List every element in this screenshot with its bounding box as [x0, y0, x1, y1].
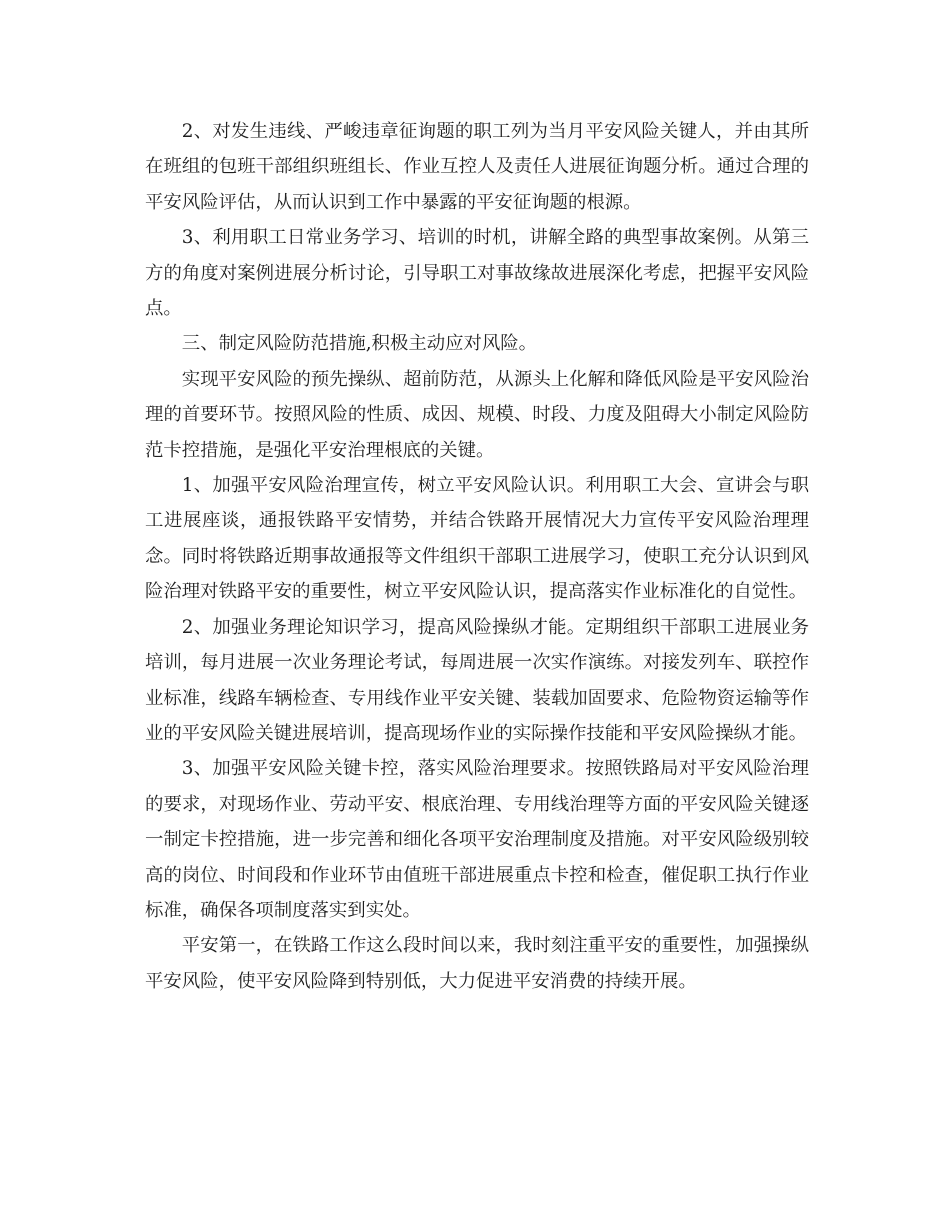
paragraph-accident-case-study: 3、利用职工日常业务学习、培训的时机，讲解全路的典型事故案例。从第三方的角度对案例进展分析讨论，引导职工对事故缘故进展深化考虑，把握平安风险点。: [145, 227, 809, 320]
paragraph-business-training: 2、加强业务理论知识学习，提高风险操纵才能。定期组织干部职工进展业务培训，每月进展一次业务理论考试，每周进展一次实作演练。对接发列车、联控作业标准，线路车辆检查、专用线作业平安关键、装载加固要求、危险物资运输等作业的平安风险关键进展培训，提高现场作业的实际操作技能和平安风险操纵才能。: [145, 616, 809, 744]
document-body: [145, 114, 809, 999]
paragraph-risk-key-persons: 2、对发生违线、严峻违章征询题的职工列为当月平安风险关键人，并由其所在班组的包班干部组织班组长、作业互控人及责任人进展征询题分析。通过合理的平安风险评估，从而认识到工作中暴露的平安征询题的根源。: [145, 121, 809, 213]
section-heading-risk-prevention: 三、制定风险防范措施,积极主动应对风险。: [181, 333, 538, 355]
paragraph-conclusion: 平安第一，在铁路工作这么段时间以来，我时刻注重平安的重要性，加强操纵平安风险，使平安风险降到特别低，大力促进平安消费的持续开展。: [145, 935, 809, 992]
paragraph-key-point-control: 3、加强平安风险关键卡控，落实风险治理要求。按照铁路局对平安风险治理的要求，对现场作业、劳动平安、根底治理、专用线治理等方面的平安风险关键逐一制定卡控措施，进一步完善和细化各项平安治理制度及措施。对平安风险级别较高的岗位、时间段和作业环节由值班干部进展重点卡控和检查，催促职工执行作业标准，确保各项制度落实到实处。: [145, 758, 809, 921]
paragraph-risk-prevention-intro: 实现平安风险的预先操纵、超前防范，从源头上化解和降低风险是平安风险治理的首要环节。按照风险的性质、成因、规模、时段、力度及阻碍大小制定风险防范卡控措施，是强化平安治理根底的关键。: [145, 368, 809, 461]
paragraph-risk-awareness: 1、加强平安风险治理宣传，树立平安风险认识。利用职工大会、宣讲会与职工进展座谈，通报铁路平安情势，并结合铁路开展情况大力宣传平安风险治理理念。同时将铁路近期事故通报等文件组织干部职工进展学习，使职工充分认识到风险治理对铁路平安的重要性，树立平安风险认识，提高落实作业标准化的自觉性。: [145, 475, 809, 603]
